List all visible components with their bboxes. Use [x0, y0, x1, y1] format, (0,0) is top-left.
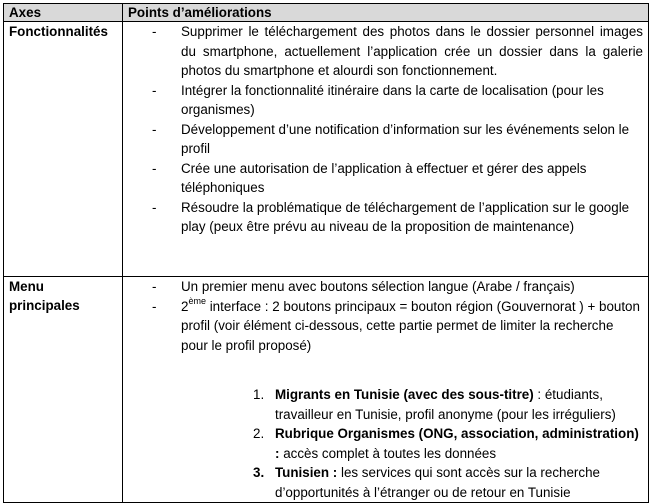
item-text: : étudiants, travailleur en Tunisie, profil anonyme (pour les irréguliers) [275, 387, 616, 422]
list-item: - Intégrer la fonctionnalité itinéraire dans la carte de localisation (pour les organismes) [181, 81, 643, 120]
axe-cell [4, 277, 123, 503]
item-text: accès complet à toutes les données [279, 445, 497, 461]
list-item: - Supprimer le téléchargement des photos dans le dossier personnel images du smartphone, actuellement l’application crée un dossier dans la galerie photos du smartphone et alourdi son fonctionnement. [181, 22, 643, 81]
list-item: - Développement d’une notification d’information sur les événements selon le profil [181, 120, 643, 159]
axe-line: Menu [9, 279, 44, 294]
table-row [4, 22, 649, 277]
table-row [4, 277, 649, 503]
header-points: Points d’améliorations [123, 4, 649, 22]
numbered-item [275, 463, 643, 502]
list-item [181, 297, 643, 356]
numbered-item [275, 385, 643, 424]
table-header-row [4, 4, 649, 22]
item-text: les services qui sont accès sur la recherche d’opportunités à l’étranger ou de retour en Tunisie [275, 465, 600, 500]
item-title: Rubrique Organismes (ONG, association, administration) : [275, 426, 639, 461]
improvement-list [128, 22, 643, 237]
ordinal-number: 2 [181, 298, 189, 314]
axe-cell: Fonctionnalités [4, 22, 123, 277]
improvement-list [128, 277, 643, 355]
item-title: Tunisien : [275, 465, 338, 480]
item-text: interface : 2 boutons principaux = bouton région (Gouvernorat ) + bouton profil (voir élément ci-dessous, cette partie permet de limiter la recherche pour le profil proposé) [181, 298, 640, 353]
points-cell [123, 277, 649, 503]
list-item: - Crée une autorisation de l’application à effectuer et gérer des appels téléphoniques [181, 159, 643, 198]
ordinal-superscript: ème [188, 296, 206, 307]
numbered-item [275, 424, 643, 463]
header-axes: Axes [4, 4, 123, 22]
list-item: - Un premier menu avec boutons sélection langue (Arabe / français) [181, 277, 643, 297]
axe-line: principales [9, 298, 80, 313]
item-title: Migrants en Tunisie (avec des sous-titre) [275, 387, 534, 402]
profile-list [128, 385, 643, 502]
improvements-table [3, 3, 649, 503]
points-cell [123, 22, 649, 277]
list-item: - Résoudre la problématique de téléchargement de l’application sur le google play (peux être prévu au niveau de la proposition de maintenance) [181, 198, 643, 237]
